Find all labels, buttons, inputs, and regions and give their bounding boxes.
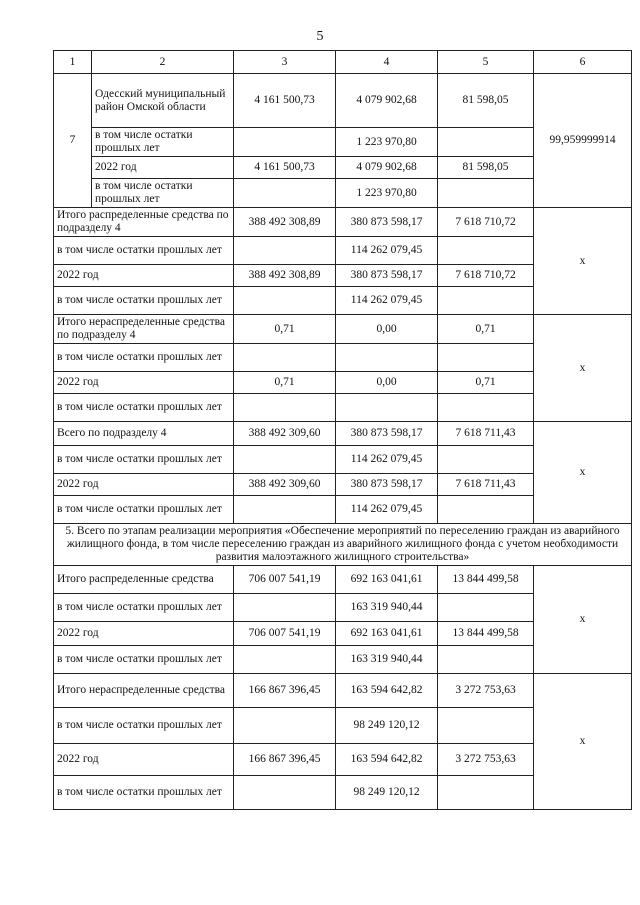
cell-col-3	[234, 344, 336, 372]
cell-col-4: 163 319 940,44	[336, 594, 438, 622]
row-label: Итого нераспределенные средства	[54, 674, 234, 708]
row-label: Итого распределенные средства	[54, 566, 234, 594]
cell-col-5	[438, 344, 534, 372]
row-label: 2022 год	[92, 157, 234, 179]
cell-col-5: 3 272 753,63	[438, 744, 534, 776]
cell-col-4: 692 163 041,61	[336, 566, 438, 594]
row-label: в том числе остатки прошлых лет	[54, 496, 234, 524]
column-number-row	[54, 51, 632, 74]
section-5-title: 5. Всего по этапам реализации мероприятия «Обеспечение мероприятий по переселению граждан из аварийного жилищного фонда, в том числе переселению граждан из аварийного жилищного фонда с учетом необходимости развития малоэтажного жилищного строительства»	[54, 524, 632, 566]
row-label: 2022 год	[54, 265, 234, 287]
cell-col-3	[234, 496, 336, 524]
cell-col-6: х	[534, 566, 632, 674]
row-label: в том числе остатки прошлых лет	[92, 128, 234, 157]
cell-col-4	[336, 394, 438, 422]
row-label: в том числе остатки прошлых лет	[54, 594, 234, 622]
cell-col-5: 13 844 499,58	[438, 622, 534, 646]
cell-col-4: 0,00	[336, 372, 438, 394]
row-label: 2022 год	[54, 372, 234, 394]
row-label: Итого нераспределенные средства по подразделу 4	[54, 315, 234, 344]
cell-col-4: 114 262 079,45	[336, 237, 438, 265]
table-row	[54, 74, 632, 128]
cell-col-5	[438, 287, 534, 315]
cell-col-5: 7 618 710,72	[438, 208, 534, 237]
cell-col-3	[234, 446, 336, 474]
cell-col-5: 81 598,05	[438, 74, 534, 128]
cell-col-3	[234, 776, 336, 810]
cell-col-4: 114 262 079,45	[336, 496, 438, 524]
cell-col-5: 3 272 753,63	[438, 674, 534, 708]
cell-col-4: 163 319 940,44	[336, 646, 438, 674]
row-label: Одесский муниципальный район Омской области	[92, 74, 234, 128]
cell-col-6: х	[534, 422, 632, 524]
cell-col-5: 0,71	[438, 372, 534, 394]
cell-col-5: 7 618 710,72	[438, 265, 534, 287]
cell-col-4: 98 249 120,12	[336, 776, 438, 810]
header-col-6: 6	[534, 51, 632, 74]
cell-col-4: 98 249 120,12	[336, 708, 438, 744]
page-number: 5	[316, 29, 324, 44]
row-label: Итого распределенные средства по подразделу 4	[54, 208, 234, 237]
cell-col-3: 166 867 396,45	[234, 744, 336, 776]
cell-col-5	[438, 646, 534, 674]
row-label: 2022 год	[54, 622, 234, 646]
cell-col-4: 163 594 642,82	[336, 744, 438, 776]
table-row	[54, 422, 632, 446]
row-label: в том числе остатки прошлых лет	[54, 344, 234, 372]
cell-col-5	[438, 446, 534, 474]
table-row	[54, 208, 632, 237]
header-col-1: 1	[54, 51, 92, 74]
cell-col-4: 4 079 902,68	[336, 157, 438, 179]
cell-col-4: 114 262 079,45	[336, 287, 438, 315]
cell-col-4: 1 223 970,80	[336, 179, 438, 208]
cell-col-6: 99,959999914	[534, 74, 632, 208]
cell-col-4: 1 223 970,80	[336, 128, 438, 157]
cell-col-6: х	[534, 208, 632, 315]
row-label: в том числе остатки прошлых лет	[54, 287, 234, 315]
section-heading-row	[54, 524, 632, 566]
row-label: в том числе остатки прошлых лет	[92, 179, 234, 208]
cell-col-5	[438, 496, 534, 524]
cell-col-5: 7 618 711,43	[438, 474, 534, 496]
cell-col-5	[438, 179, 534, 208]
cell-col-5	[438, 776, 534, 810]
cell-col-4: 114 262 079,45	[336, 446, 438, 474]
cell-col-3	[234, 237, 336, 265]
header-col-4: 4	[336, 51, 438, 74]
cell-col-3: 4 161 500,73	[234, 157, 336, 179]
cell-col-3: 388 492 308,89	[234, 208, 336, 237]
cell-col-3: 4 161 500,73	[234, 74, 336, 128]
cell-col-6: х	[534, 674, 632, 810]
row-label: в том числе остатки прошлых лет	[54, 708, 234, 744]
cell-col-4: 163 594 642,82	[336, 674, 438, 708]
cell-col-5: 7 618 711,43	[438, 422, 534, 446]
cell-col-3	[234, 708, 336, 744]
cell-col-3: 0,71	[234, 315, 336, 344]
cell-col-3: 0,71	[234, 372, 336, 394]
cell-col-4: 380 873 598,17	[336, 208, 438, 237]
cell-col-3	[234, 179, 336, 208]
cell-col-4: 380 873 598,17	[336, 474, 438, 496]
table-row	[54, 566, 632, 594]
cell-col-4: 4 079 902,68	[336, 74, 438, 128]
row-label: в том числе остатки прошлых лет	[54, 446, 234, 474]
cell-col-3	[234, 394, 336, 422]
financing-table	[53, 50, 632, 810]
cell-col-5	[438, 394, 534, 422]
row-label: Всего по подразделу 4	[54, 422, 234, 446]
cell-col-3: 706 007 541,19	[234, 566, 336, 594]
cell-col-4: 692 163 041,61	[336, 622, 438, 646]
row-label: в том числе остатки прошлых лет	[54, 394, 234, 422]
cell-col-3: 388 492 309,60	[234, 474, 336, 496]
cell-col-3	[234, 287, 336, 315]
row-label: 2022 год	[54, 474, 234, 496]
cell-col-4: 0,00	[336, 315, 438, 344]
row-label: в том числе остатки прошлых лет	[54, 237, 234, 265]
cell-col-3: 388 492 308,89	[234, 265, 336, 287]
cell-col-5	[438, 594, 534, 622]
row-label: в том числе остатки прошлых лет	[54, 776, 234, 810]
cell-col-3: 166 867 396,45	[234, 674, 336, 708]
cell-col-4	[336, 344, 438, 372]
table-row	[54, 315, 632, 344]
cell-col-4: 380 873 598,17	[336, 265, 438, 287]
cell-col-3	[234, 646, 336, 674]
cell-col-3	[234, 128, 336, 157]
cell-col-5	[438, 708, 534, 744]
cell-col-4: 380 873 598,17	[336, 422, 438, 446]
cell-col-3	[234, 594, 336, 622]
cell-col-6: х	[534, 315, 632, 422]
cell-col-3: 388 492 309,60	[234, 422, 336, 446]
cell-col-5: 13 844 499,58	[438, 566, 534, 594]
header-col-2: 2	[92, 51, 234, 74]
cell-col-3: 706 007 541,19	[234, 622, 336, 646]
row-label: в том числе остатки прошлых лет	[54, 646, 234, 674]
row-number: 7	[54, 74, 92, 208]
row-label: 2022 год	[54, 744, 234, 776]
cell-col-5: 81 598,05	[438, 157, 534, 179]
cell-col-5	[438, 237, 534, 265]
header-col-5: 5	[438, 51, 534, 74]
header-col-3: 3	[234, 51, 336, 74]
cell-col-5	[438, 128, 534, 157]
cell-col-5: 0,71	[438, 315, 534, 344]
table-row	[54, 674, 632, 708]
